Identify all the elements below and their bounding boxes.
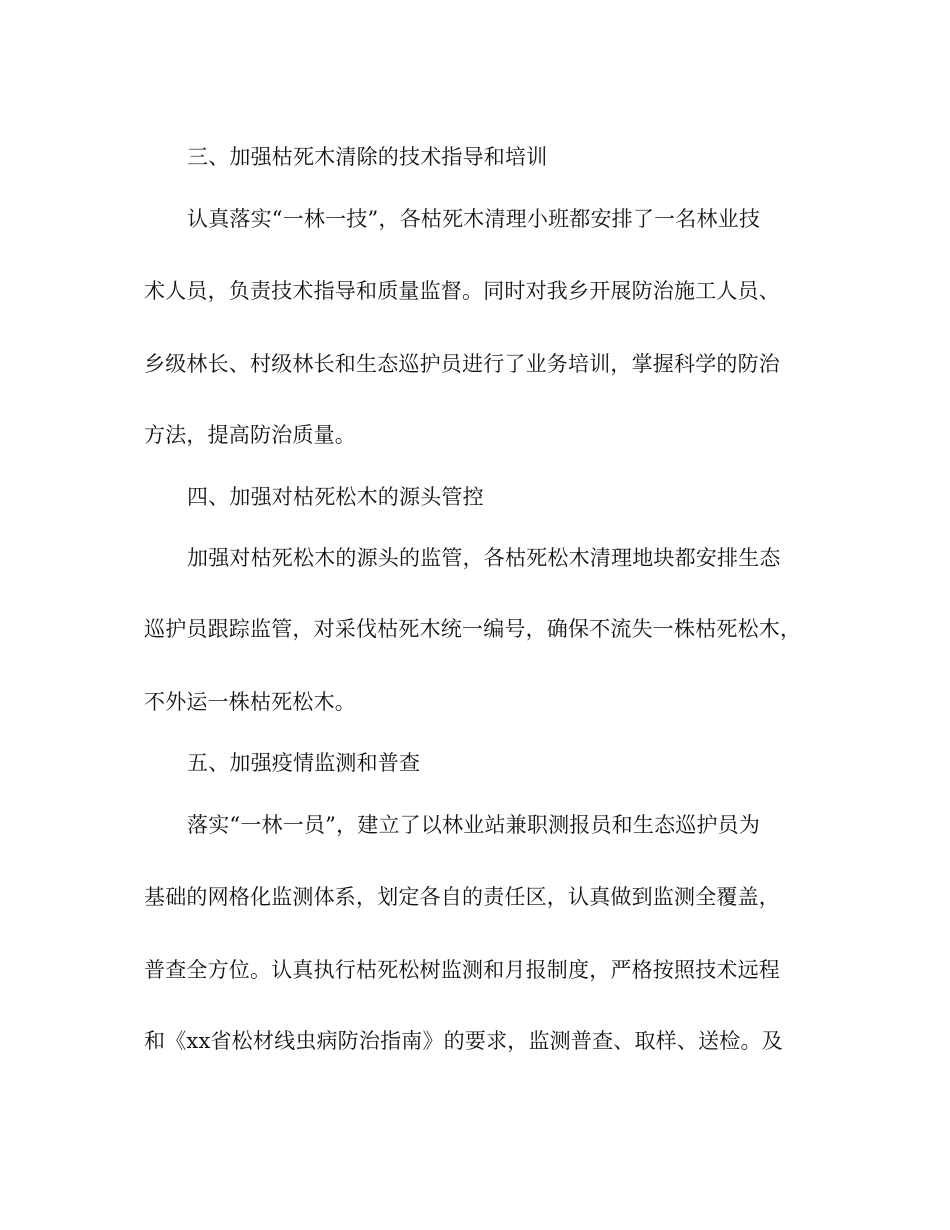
paragraph-line: 加强对枯死松木的源头的监管，各枯死松木清理地块都安排生态 xyxy=(187,546,781,570)
section-heading-3: 三、加强枯死木清除的技术指导和培训 xyxy=(187,145,548,169)
section-heading-4: 四、加强对枯死松木的源头管控 xyxy=(187,485,484,509)
paragraph-line: 方法，提高防治质量。 xyxy=(144,423,356,447)
paragraph-line: 普查全方位。认真执行枯死松树监测和月报制度，严格按照技术远程 xyxy=(144,958,780,982)
paragraph-line: 乡级林长、村级林长和生态巡护员进行了业务培训，掌握科学的防治 xyxy=(144,352,780,376)
paragraph-line: 不外运一株枯死松木。 xyxy=(144,690,356,714)
paragraph-line: 落实“一林一员”，建立了以林业站兼职测报员和生态巡护员为 xyxy=(187,813,761,837)
paragraph-line: 巡护员跟踪监管，对采伐枯死木统一编号，确保不流失一株枯死松木， xyxy=(144,617,802,641)
paragraph-line: 术人员，负责技术指导和质量监督。同时对我乡开展防治施工人员、 xyxy=(144,279,780,303)
section-heading-5: 五、加强疫情监测和普查 xyxy=(187,751,421,775)
paragraph-line: 基础的网格化监测体系，划定各自的责任区，认真做到监测全覆盖， xyxy=(144,885,780,909)
paragraph-line: 认真落实“一林一技”，各枯死木清理小班都安排了一名林业技 xyxy=(187,207,761,231)
paragraph-line: 和《xx省松材线虫病防治指南》的要求，监测普查、取样、送检。及 xyxy=(144,1029,783,1053)
